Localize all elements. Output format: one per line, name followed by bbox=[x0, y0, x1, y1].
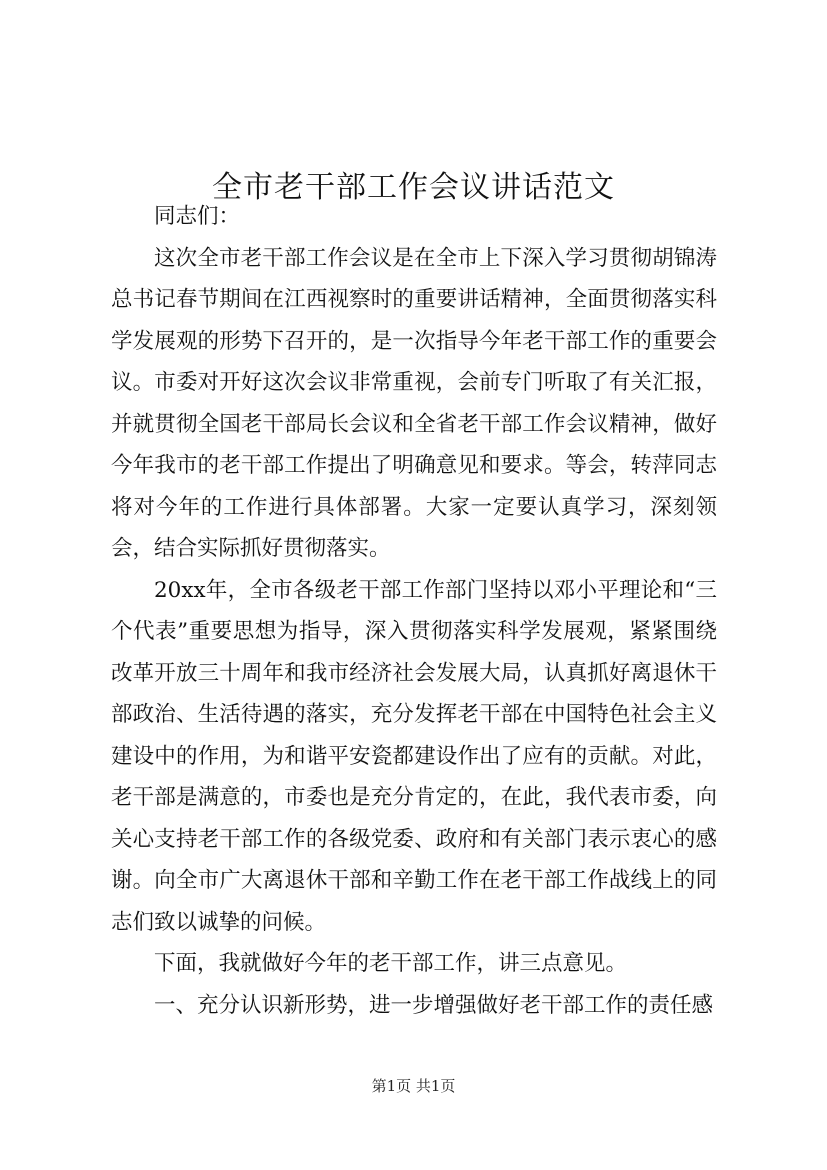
document-title: 全市老干部工作会议讲话范文 bbox=[212, 170, 615, 206]
document-body bbox=[111, 196, 717, 1026]
paragraph-3: 下面，我就做好今年的老干部工作，讲三点意见。 bbox=[154, 951, 628, 976]
salutation: 同志们： bbox=[154, 204, 241, 229]
paragraph-2: 20xx年，全市各级老干部工作部门坚持以邓小平理论和“三个代表”重要思想为指导，深入贯彻落实科学发展观，紧紧围绕改革开放三十周年和我市经济社会发展大局，认真抓好离退休干部政治、生活待遇的落实，充分发挥老干部在中国特色社会主义建设中的作用，为和谐平安瓷都建设作出了应有的贡献。对此，老干部是满意的，市委也是充分肯定的，在此，我代表市委，向关心支持老干部工作的各级党委、政府和有关部门表示衷心的感谢。向全市广大离退休干部和辛勤工作在老干部工作战线上的同志们致以诚挚的问候。 bbox=[111, 577, 717, 935]
page-footer: 第1页 共1页 bbox=[371, 1077, 456, 1095]
paragraph-1: 这次全市老干部工作会议是在全市上下深入学习贯彻胡锦涛总书记春节期间在江西视察时的重要讲话精神，全面贯彻落实科学发展观的形势下召开的，是一次指导今年老干部工作的重要会议。市委对开好这次会议非常重视，会前专门听取了有关汇报，并就贯彻全国老干部局长会议和全省老干部工作会议精神，做好今年我市的老干部工作提出了明确意见和要求。等会，转萍同志将对今年的工作进行具体部署。大家一定要认真学习，深刻领会，结合实际抓好贯彻落实。 bbox=[111, 245, 717, 561]
section-heading-1: 一、充分认识新形势，进一步增强做好老干部工作的责任感 bbox=[154, 992, 714, 1018]
